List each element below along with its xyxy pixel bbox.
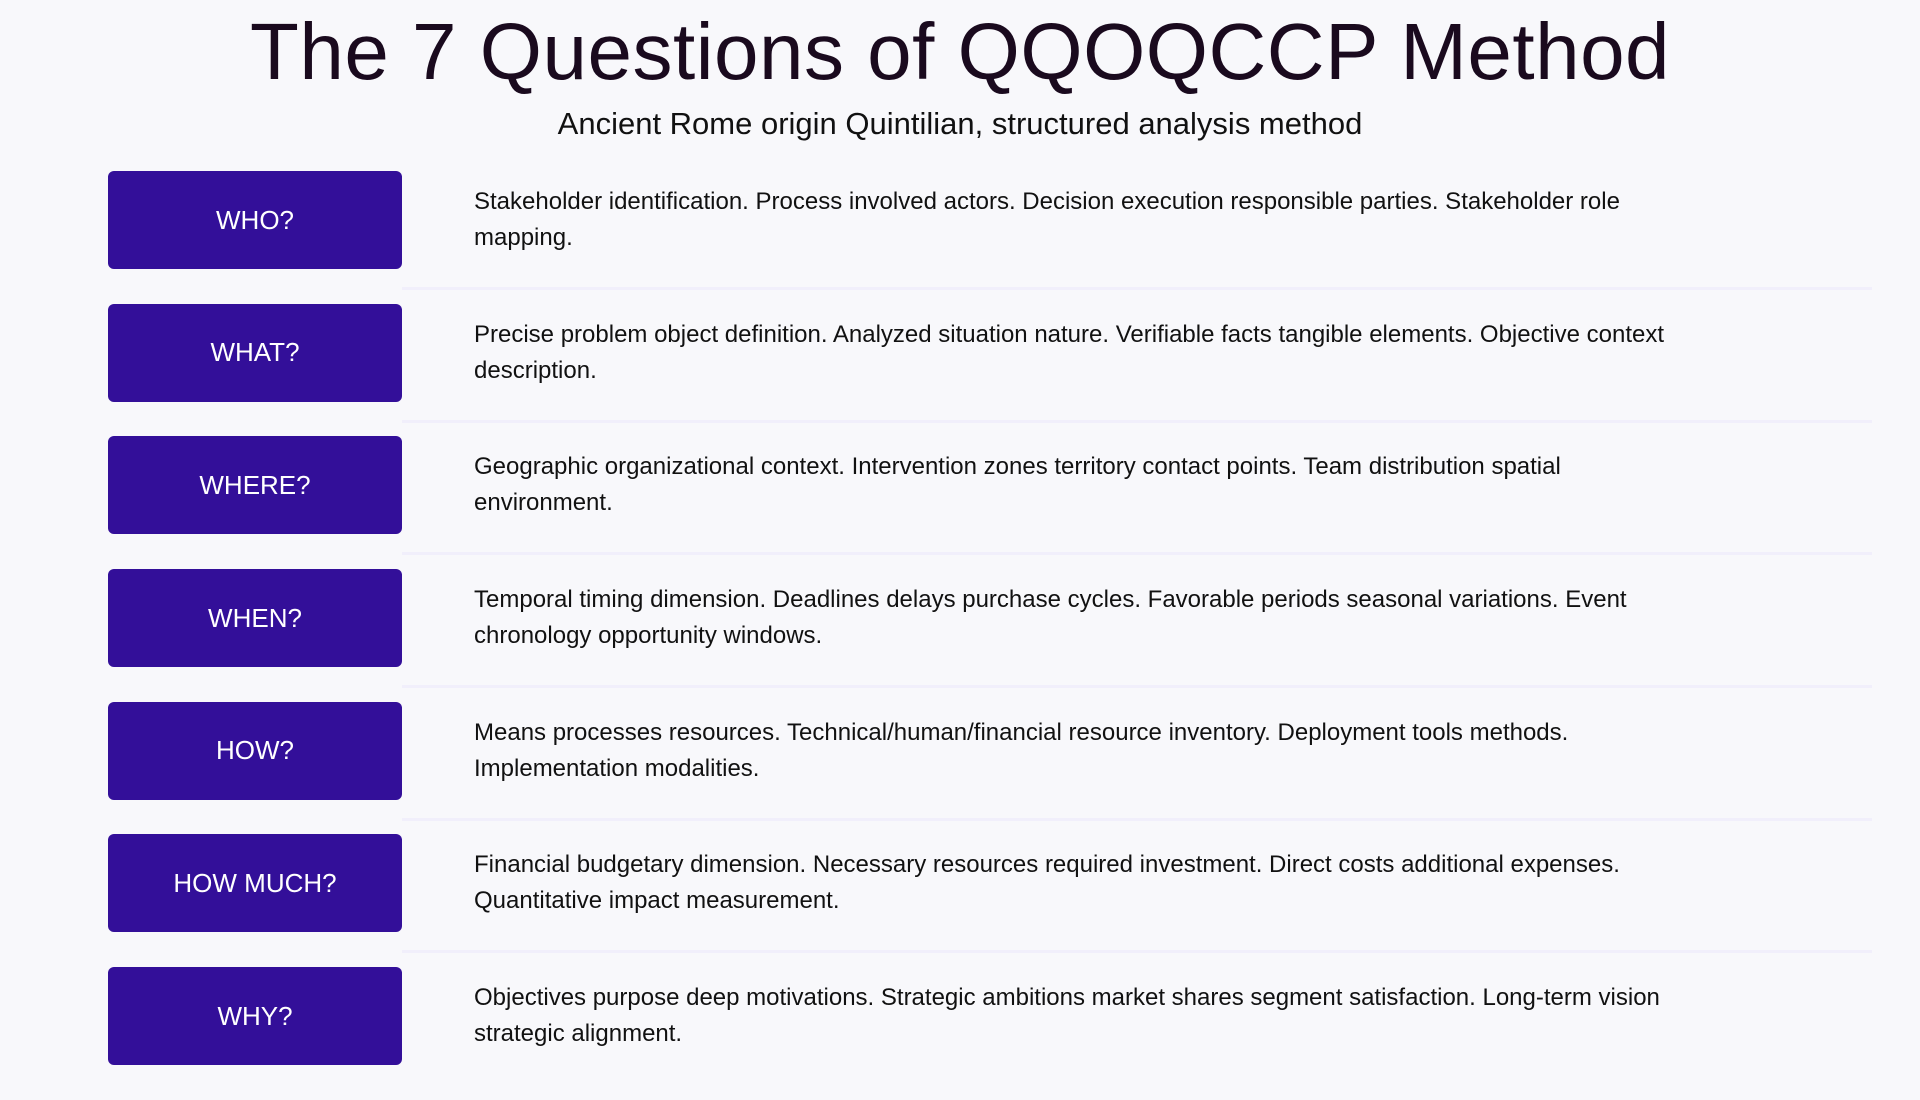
question-description-how-much: Financial budgetary dimension. Necessary resources required investment. Direct costs additional expenses. Quantitative impact measurement. <box>474 851 1620 915</box>
question-description-how: Means processes resources. Technical/human/financial resource inventory. Deployment tools methods. Implementation modalities. <box>474 718 1569 782</box>
question-description-why: Objectives purpose deep motivations. Strategic ambitions market shares segment satisfaction. Long-term vision strategic alignment. <box>474 984 1660 1048</box>
question-description-where: Geographic organizational context. Intervention zones territory contact points. Team distribution spatial environment. <box>474 453 1561 517</box>
page-title: The 7 Questions of QQOQCCP Method <box>249 7 1671 96</box>
question-button-who[interactable]: WHO? <box>108 171 402 269</box>
question-description-who: Stakeholder identification. Process involved actors. Decision execution responsible parties. Stakeholder role mapping. <box>474 188 1620 251</box>
row-divider <box>402 950 1872 953</box>
question-button-how[interactable]: HOW? <box>108 702 402 800</box>
question-row-where <box>0 436 1920 569</box>
row-divider <box>402 818 1872 821</box>
question-description-when: Temporal timing dimension. Deadlines delays purchase cycles. Favorable periods seasonal variations. Event chronology opportunity windows. <box>474 586 1627 650</box>
question-button-when[interactable]: WHEN? <box>108 569 402 667</box>
question-button-why[interactable]: WHY? <box>108 967 402 1065</box>
question-row-when <box>0 569 1920 702</box>
question-button-where[interactable]: WHERE? <box>108 436 402 534</box>
questions-list <box>0 171 1920 1100</box>
question-button-what[interactable]: WHAT? <box>108 304 402 402</box>
question-description-what: Precise problem object definition. Analyzed situation nature. Verifiable facts tangible elements. Objective context description. <box>474 320 1665 384</box>
question-row-how-much <box>0 834 1920 967</box>
question-row-what <box>0 304 1920 437</box>
row-divider <box>402 420 1872 423</box>
page-subtitle: Ancient Rome origin Quintilian, structured analysis method <box>557 106 1363 141</box>
row-divider <box>402 287 1872 290</box>
row-divider <box>402 685 1872 688</box>
row-divider <box>402 552 1872 555</box>
question-row-who <box>0 171 1920 304</box>
question-button-how-much[interactable]: HOW MUCH? <box>108 834 402 932</box>
question-row-how <box>0 702 1920 835</box>
